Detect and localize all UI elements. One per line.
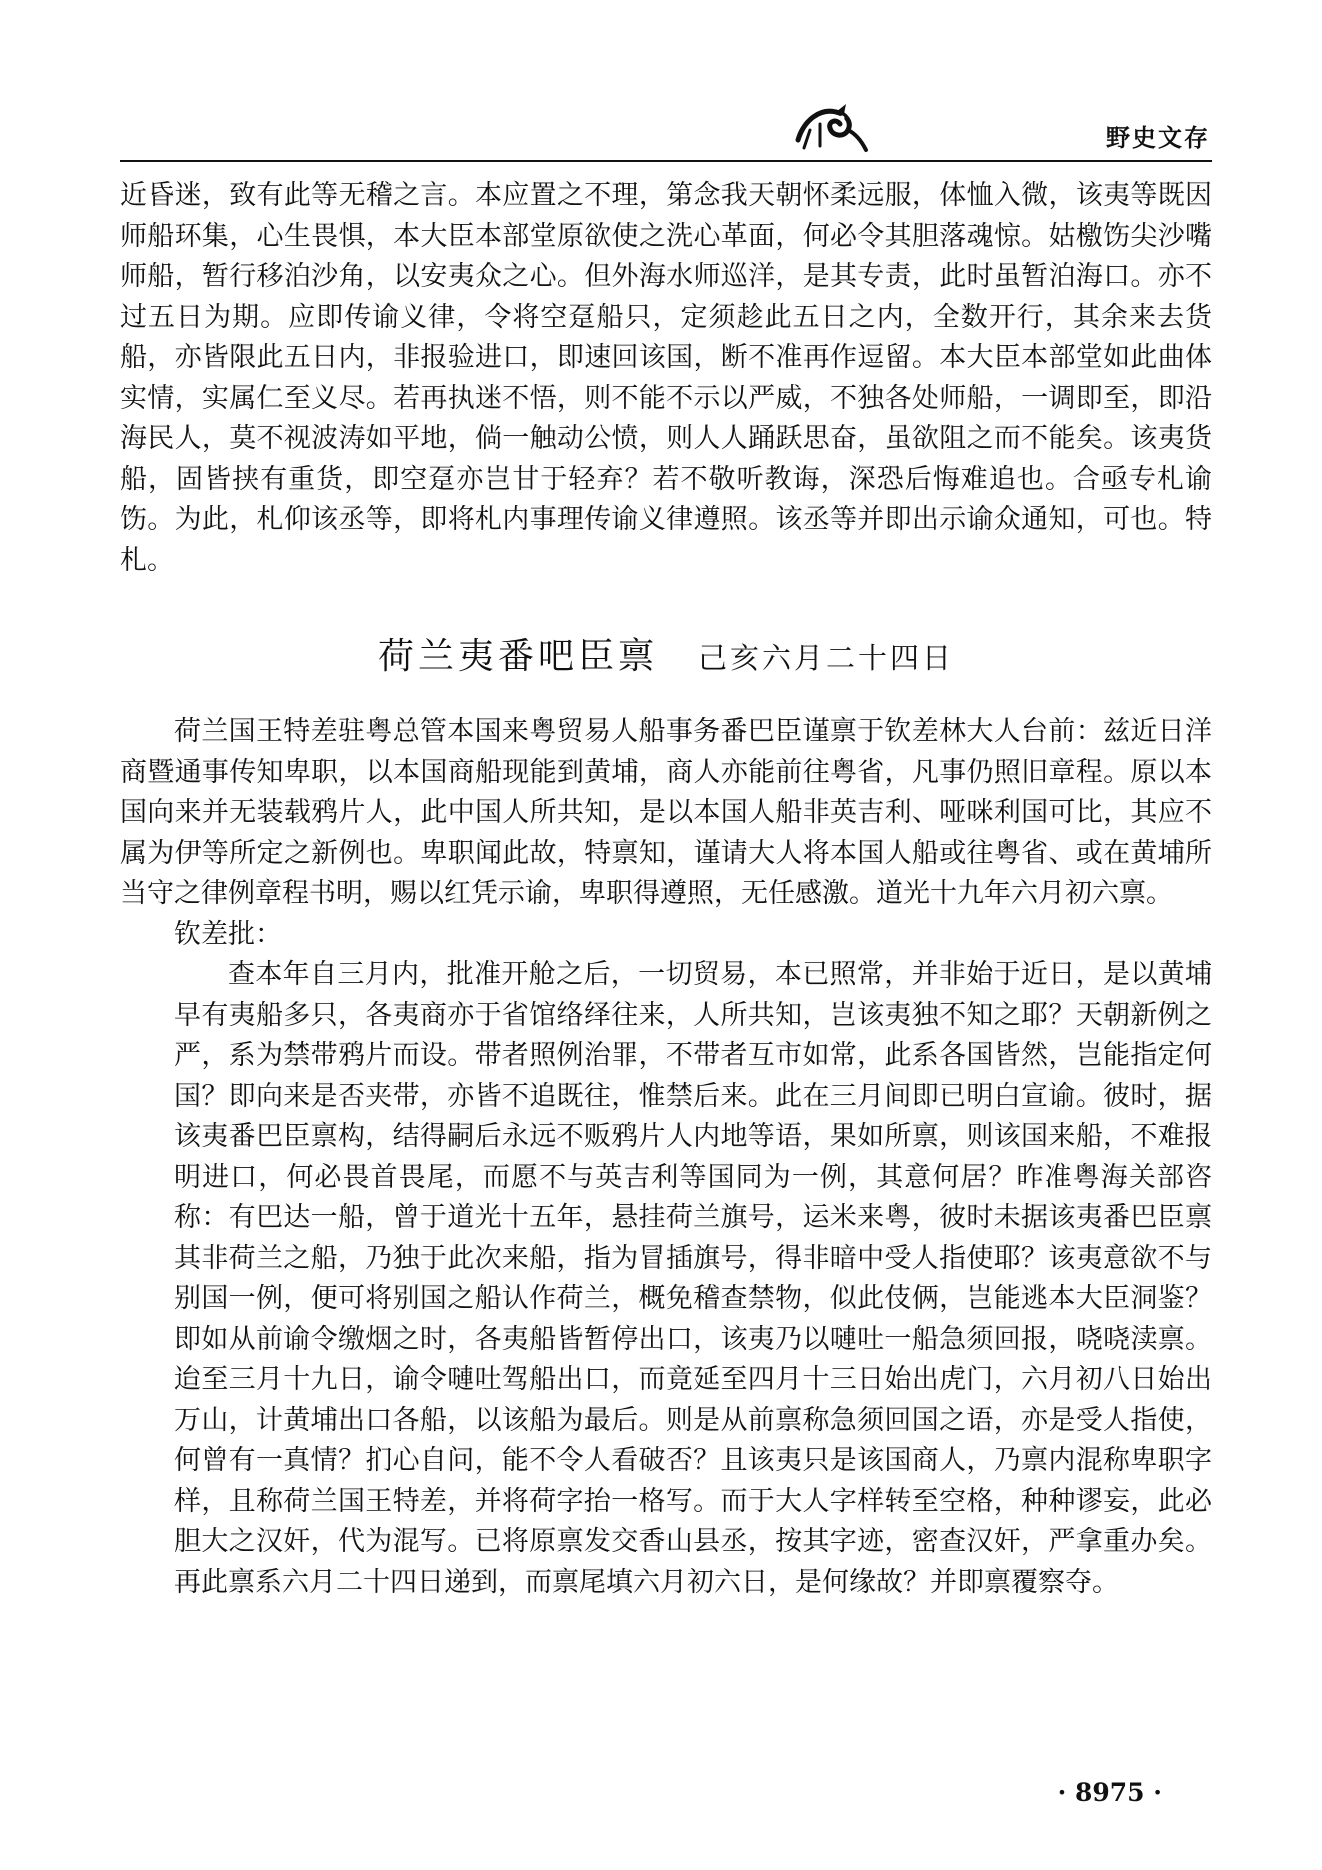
running-header bbox=[790, 100, 1210, 160]
section-title: 荷兰夷番吧臣禀 bbox=[377, 636, 658, 677]
petition-paragraph: 荷兰国王特差驻粤总管本国来粤贸易人船事务番巴臣谨禀于钦差林大人台前：兹近日洋商暨通事传知卑职，以本国商船现能到黄埔，商人亦能前往粤省，凡事仍照旧章程。原以本国向来并无装载鸦片人，此中国人所共知，是以本国人船非英吉利、哑咪利国可比，其应不属为伊等所定之新例也。卑职闻此故，特禀知，谨请大人将本国人船或往粤省、或在黄埔所当守之律例章程书明，赐以红凭示谕，卑职得遵照，无任感激。道光十九年六月初六禀。 bbox=[120, 716, 1212, 909]
petition-block bbox=[120, 712, 1212, 1603]
dragon-icon bbox=[790, 100, 870, 156]
header-rule bbox=[120, 160, 1212, 162]
continued-paragraph: 近昏迷，致有此等无稽之言。本应置之不理，第念我天朝怀柔远服，体恤入微，该夷等既因师船环集，心生畏惧，本大臣本部堂原欲使之洗心革面，何必令其胆落魂惊。姑檄饬尖沙嘴师船，暂行移泊沙角，以安夷众之心。但外海水师巡洋，是其专责，此时虽暂泊海口。亦不过五日为期。应即传谕义律，令将空趸船只，定须趁此五日之内，全数开行，其余来去货船，亦皆限此五日内，非报验进口，即速回该国，断不准再作逗留。本大臣本部堂如此曲体实情，实属仁至义尽。若再执迷不悟，则不能不示以严威，不独各处师船，一调即至，即沿海民人，莫不视波涛如平地，倘一触动公愤，则人人踊跃思奋，虽欲阻之而不能矣。该夷货船，固皆挟有重货，即空趸亦岂甘于轻弃？若不敬听教诲，深恐后悔难追也。合亟专札谕饬。为此，札仰该丞等，即将札内事理传谕义律遵照。该丞等并即出示谕众通知，可也。特札。 bbox=[120, 180, 1212, 576]
top-text-block bbox=[120, 176, 1212, 581]
reply-label: 钦差批： bbox=[174, 918, 282, 950]
section-heading bbox=[120, 628, 1212, 679]
reply-paragraph: 查本年自三月内，批准开舱之后，一切贸易，本已照常，并非始于近日，是以黄埔早有夷船多只，各夷商亦于省馆络绎往来，人所共知，岂该夷独不知之耶？天朝新例之严，系为禁带鸦片而设。带者照例治罪，不带者互市如常，此系各国皆然，岂能指定何国？即向来是否夹带，亦皆不追既往，惟禁后来。此在三月间即已明白宣谕。彼时，据该夷番巴臣禀构，结得嗣后永远不贩鸦片人内地等语，果如所禀，则该国来船，不难报明进口，何必畏首畏尾，而愿不与英吉利等国同为一例，其意何居？昨准粤海关部咨称：有巴达一船，曾于道光十五年，悬挂荷兰旗号，运米来粤，彼时未据该夷番巴臣禀其非荷兰之船，乃独于此次来船，指为冒插旗号，得非暗中受人指使耶？该夷意欲不与别国一例，便可将别国之船认作荷兰，概免稽查禁物，似此伎俩，岂能逃本大臣洞鉴？即如从前谕令缴烟之时，各夷船皆暂停出口，该夷乃以嗹吐一船急须回报，哓哓渎禀。迨至三月十九日，谕令嗹吐驾船出口，而竟延至四月十三日始出虎门，六月初八日始出万山，计黄埔出口各船，以该船为最后。则是从前禀称急须回国之语，亦是受人指使，何曾有一真情？扪心自问，能不令人看破否？且该夷只是该国商人，乃禀内混称卑职字样，且称荷兰国王特差，并将荷字抬一格写。而于大人字样转至空格，种种谬妄，此必胆大之汉奸，代为混写。已将原禀发交香山县丞，按其字迹，密查汉奸，严拿重办矣。再此禀系六月二十四日递到，而禀尾填六月初六日，是何缘故？并即禀覆察夺。 bbox=[174, 959, 1212, 1598]
series-title: 野史文存 bbox=[1106, 124, 1210, 152]
section-date: 己亥六月二十四日 bbox=[698, 641, 955, 675]
page-number: · 8975 · bbox=[1057, 1778, 1162, 1807]
